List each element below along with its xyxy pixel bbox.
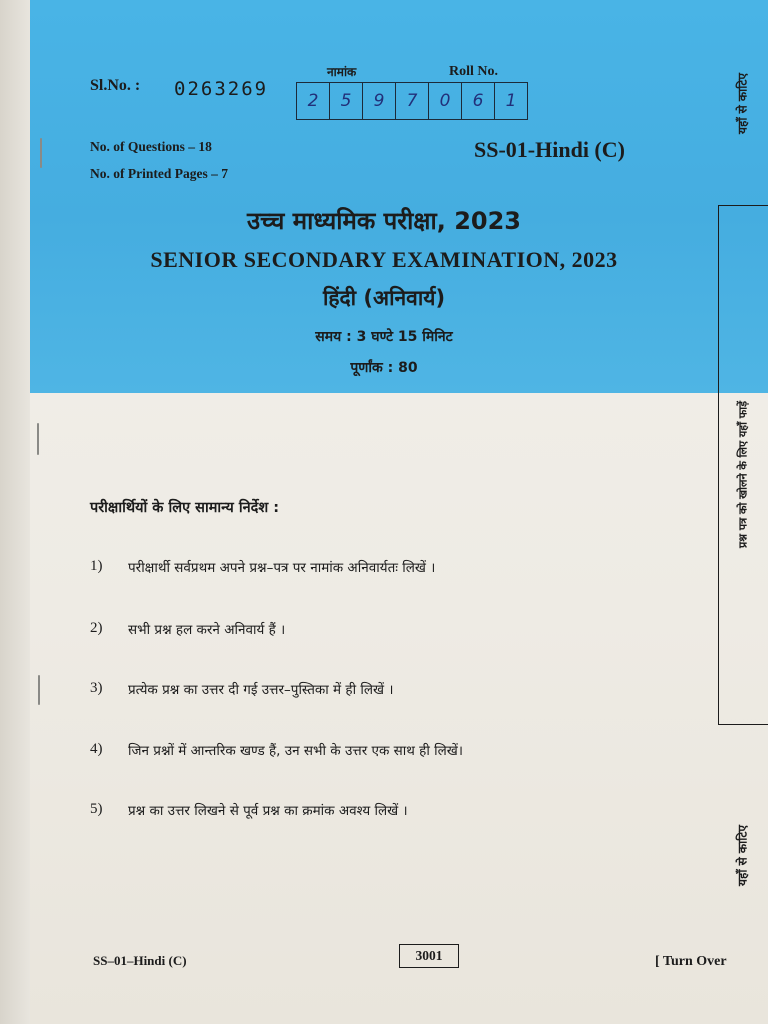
roll-digit: 6 (462, 83, 495, 119)
roll-digit: 5 (330, 83, 363, 119)
roll-digit: 1 (505, 91, 517, 111)
instruction-number: 4) (90, 741, 103, 757)
roll-number-label-hindi: नामांक (327, 65, 357, 79)
instruction-number: 1) (90, 558, 103, 574)
subject-title: हिंदी (अनिवार्य) (322, 286, 446, 310)
instruction-item (90, 620, 285, 638)
turn-over-label: [ Turn Over (655, 954, 727, 969)
roll-digit: 0 (429, 83, 462, 119)
instruction-text: प्रश्न का उत्तर लिखने से पूर्व प्रश्न का क्रमांक अवश्य लिखें । (128, 803, 408, 819)
roll-digit: 7 (396, 83, 429, 119)
footer-paper-code: SS–01–Hindi (C) (93, 953, 187, 968)
staple-mark (38, 675, 40, 705)
exam-duration: समय : 3 घण्टे 15 मिनिट (315, 329, 453, 345)
instruction-item (90, 558, 435, 576)
tear-to-open-label: प्रश्न पत्र को खोलने के लिए यहाँ फाड़ें (736, 401, 750, 548)
footer-paper-number: 3001 (399, 944, 459, 968)
staple-mark (40, 138, 42, 168)
roll-number-label: Roll No. (449, 64, 498, 79)
serial-number-value: 0263269 (174, 78, 269, 100)
roll-number-grid (296, 82, 528, 120)
serial-number-label: Sl.No. : (90, 77, 141, 94)
instruction-item (90, 680, 393, 698)
exam-title-hindi: उच्च माध्यमिक परीक्षा, 2023 (246, 207, 522, 235)
number-of-printed-pages: No. of Printed Pages – 7 (90, 166, 228, 181)
number-of-questions: No. of Questions – 18 (90, 139, 212, 154)
staple-mark (37, 423, 39, 455)
instruction-text: प्रत्येक प्रश्न का उत्तर दी गई उत्तर–पुस्तिका में ही लिखें । (128, 682, 394, 698)
exam-title-english: SENIOR SECONDARY EXAMINATION, 2023 (150, 247, 618, 272)
instruction-item (90, 801, 408, 819)
paper-code: SS-01-Hindi (C) (474, 137, 625, 162)
instruction-text: जिन प्रश्नों में आन्तरिक खण्ड हैं, उन सभी के उत्तर एक साथ ही लिखें। (128, 743, 463, 759)
instruction-text: सभी प्रश्न हल करने अनिवार्य हैं । (128, 622, 286, 638)
instruction-text: परीक्षार्थी सर्वप्रथम अपने प्रश्न–पत्र पर नामांक अनिवार्यतः लिखें । (128, 560, 436, 576)
instructions-heading: परीक्षार्थियों के लिए सामान्य निर्देश : (90, 500, 280, 516)
paper-left-edge (0, 0, 30, 1024)
instruction-number: 2) (90, 620, 103, 636)
cut-here-label-bottom: यहाँ से काटिए (735, 824, 750, 887)
instruction-number: 3) (90, 680, 103, 696)
cut-here-label-top: यहाँ से काटिए (735, 72, 750, 135)
roll-digit: 2 (297, 83, 330, 119)
instruction-number: 5) (90, 801, 103, 817)
instruction-item (90, 741, 463, 759)
total-marks: पूर्णांक : 80 (350, 360, 418, 376)
roll-digit: 9 (363, 83, 396, 119)
